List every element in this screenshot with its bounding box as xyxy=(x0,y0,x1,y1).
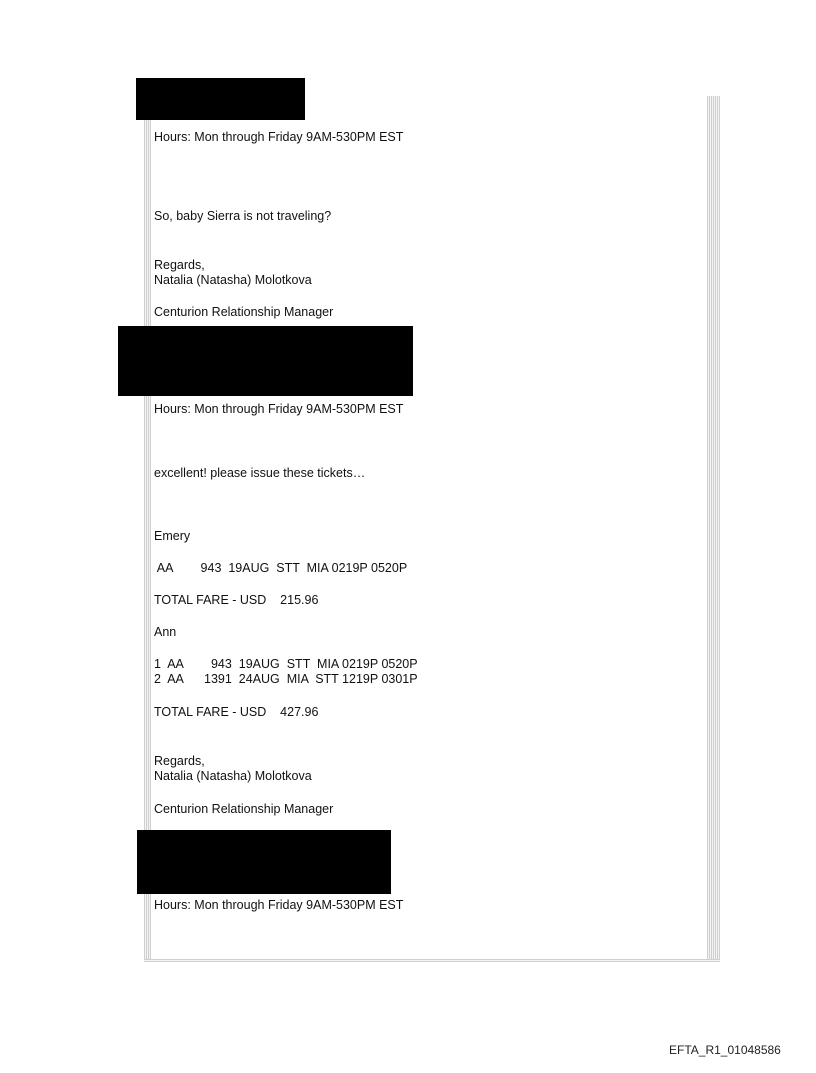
sender-name: Natalia (Natasha) Molotkova xyxy=(154,769,312,783)
total-fare: TOTAL FARE - USD 215.96 xyxy=(154,593,319,607)
sender-title: Centurion Relationship Manager xyxy=(154,802,334,816)
question-line: So, baby Sierra is not traveling? xyxy=(154,209,332,223)
regards-line: Regards, xyxy=(154,754,205,768)
quote-border-right xyxy=(707,96,720,962)
hours-line: Hours: Mon through Friday 9AM-530PM EST xyxy=(154,130,404,144)
redaction-block-1 xyxy=(136,78,305,120)
quote-border-bottom xyxy=(144,959,720,962)
sender-name: Natalia (Natasha) Molotkova xyxy=(154,273,312,287)
redaction-block-2 xyxy=(118,326,413,396)
flight-segment: AA 943 19AUG STT MIA 0219P 0520P xyxy=(154,561,408,575)
redaction-block-3 xyxy=(137,830,391,894)
hours-line: Hours: Mon through Friday 9AM-530PM EST xyxy=(154,898,404,912)
total-fare: TOTAL FARE - USD 427.96 xyxy=(154,705,319,719)
flight-segment: 2 AA 1391 24AUG MIA STT 1219P 0301P xyxy=(154,672,418,686)
passenger-name: Emery xyxy=(154,529,191,543)
flight-segment: 1 AA 943 19AUG STT MIA 0219P 0520P xyxy=(154,657,418,671)
regards-line: Regards, xyxy=(154,258,205,272)
passenger-name: Ann xyxy=(154,625,177,639)
request-line: excellent! please issue these tickets… xyxy=(154,466,366,480)
hours-line: Hours: Mon through Friday 9AM-530PM EST xyxy=(154,402,404,416)
sender-title: Centurion Relationship Manager xyxy=(154,305,334,319)
document-id: EFTA_R1_01048586 xyxy=(669,1043,781,1057)
